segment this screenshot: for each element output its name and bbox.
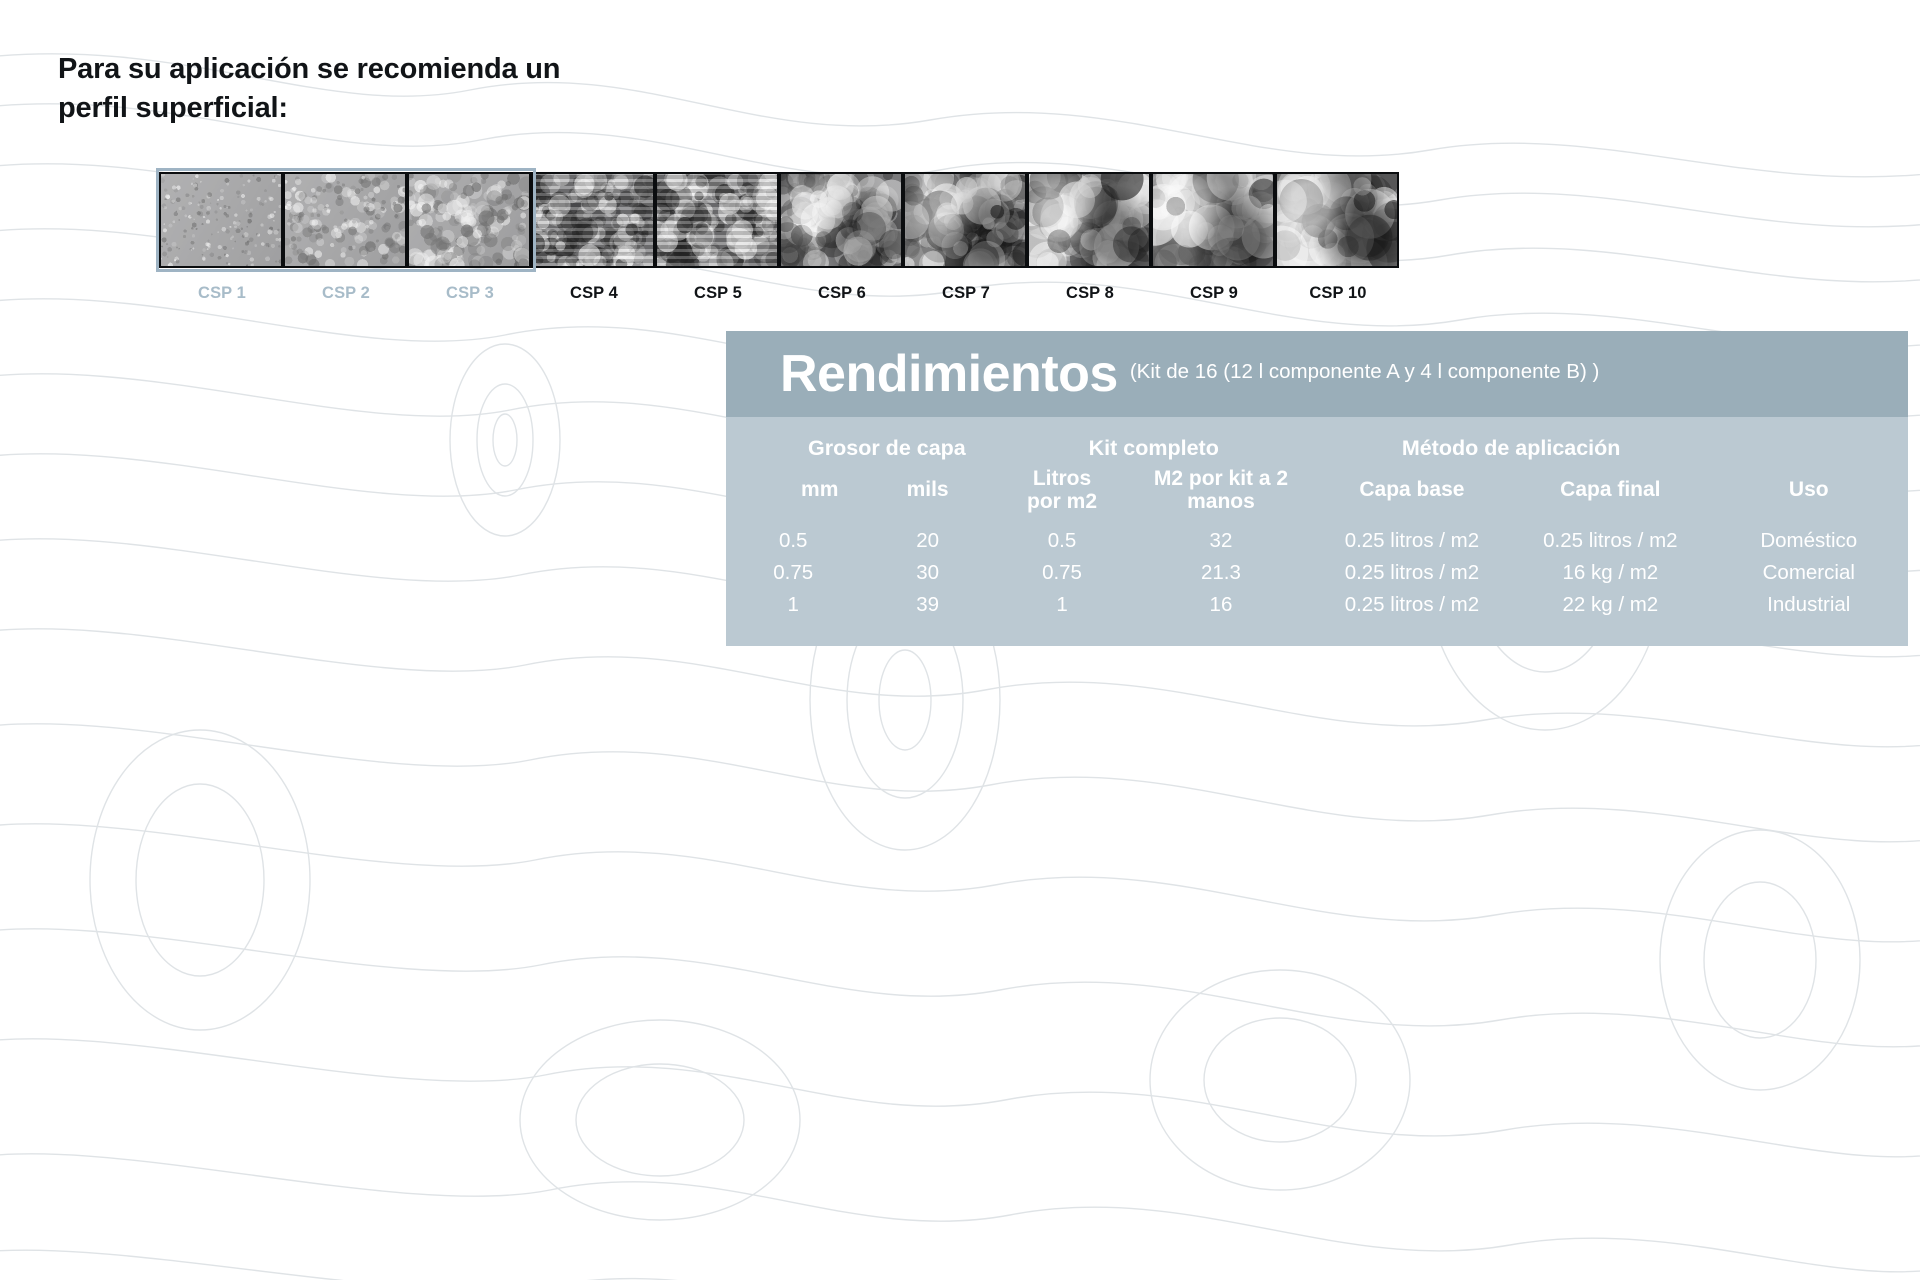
table-cell: 0.25 litros / m2 [1344,592,1480,616]
csp-shade-layer-1 [161,174,281,266]
column-header-1 [860,467,994,525]
csp-cell-10[interactable] [1276,172,1400,303]
column-header-1-line-0: mils [906,478,949,502]
csp-texture-swatch-1 [159,172,283,268]
csp-texture-swatch-3 [407,172,531,268]
column-header-3 [1129,467,1312,525]
csp-scale-strip [160,172,1400,303]
rendimientos-panel [726,331,1908,646]
csp-texture-layer-1 [161,174,281,266]
column-header-3-line-1: manos [1187,489,1255,513]
csp-shade-layer-3 [409,174,529,266]
table-group-header-row [726,435,1908,467]
group-header-3 [1710,435,1908,467]
page-title [58,50,718,127]
page-title-line-1: Para su aplicación se recomienda un [58,53,561,85]
table-cell: 39 [916,592,940,616]
table-cell: 0.75 [773,560,814,584]
rendimientos-header [726,331,1908,417]
table-cell: 21.3 [1201,560,1241,584]
table-cell: 0.25 litros / m2 [1344,560,1480,584]
column-header-4-line-0: Capa base [1359,478,1465,502]
table-cell: 16 kg / m2 [1562,560,1659,584]
csp-cell-8[interactable] [1028,172,1152,303]
csp-label-9: CSP 9 [1190,284,1238,302]
table-head [726,435,1908,525]
group-header-2: Método de aplicación [1401,436,1621,460]
csp-texture-swatch-8 [1027,172,1151,268]
column-header-4 [1313,467,1511,525]
table-cell: 22 kg / m2 [1562,592,1659,616]
csp-label-4: CSP 4 [570,284,618,302]
column-header-2-line-0: Litros [1032,467,1092,490]
column-header-0-line-0: mm [801,478,839,502]
csp-texture-swatch-9 [1151,172,1275,268]
table-row [726,525,1908,557]
csp-texture-swatch-5 [655,172,779,268]
csp-cell-9[interactable] [1152,172,1276,303]
column-header-2-line-1: por m2 [1027,489,1098,513]
table-cell: 0.5 [1047,529,1077,553]
table-cell: Industrial [1767,592,1851,616]
csp-shade-layer-10 [1277,174,1397,266]
column-header-5-line-0: Capa final [1560,478,1661,502]
table-cell: 1 [1056,592,1068,616]
csp-shade-layer-7 [905,174,1025,266]
csp-cell-2[interactable] [284,172,408,303]
csp-cell-1[interactable] [160,172,284,303]
csp-shade-layer-8 [1029,174,1149,266]
rendimientos-subtitle: (Kit de 16 (12 l componente A y 4 l componente B) ) [1129,360,1600,383]
csp-cell-6[interactable] [780,172,904,303]
csp-texture-swatch-7 [903,172,1027,268]
table-body [726,525,1908,620]
rendimientos-body [726,417,1908,646]
csp-label-2: CSP 2 [322,284,370,302]
csp-label-5: CSP 5 [694,284,742,302]
csp-label-10: CSP 10 [1309,284,1367,302]
rendimientos-table [726,435,1908,620]
csp-shade-layer-5 [657,174,777,266]
table-cell: 0.5 [778,529,808,553]
rendimientos-title: Rendimientos [780,345,1118,403]
csp-texture-swatch-4 [531,172,655,268]
csp-label-7: CSP 7 [942,284,990,302]
csp-label-8: CSP 8 [1066,284,1114,302]
csp-texture-layer-2 [285,174,405,266]
table-cell: 16 [1209,592,1233,616]
table-cell: 20 [916,529,940,553]
column-header-0 [726,467,860,525]
table-cell: Comercial [1762,560,1855,584]
column-header-5 [1511,467,1709,525]
csp-cell-3[interactable] [408,172,532,303]
csp-cell-5[interactable] [656,172,780,303]
table-cell: 32 [1209,529,1233,553]
table-cell: 30 [916,560,940,584]
column-header-6 [1710,467,1908,525]
table-cell: Doméstico [1760,529,1858,553]
csp-shade-layer-4 [533,174,653,266]
csp-label-3: CSP 3 [446,284,494,302]
csp-texture-swatch-2 [283,172,407,268]
table-cell: 0.75 [1042,560,1082,584]
group-header-1: Kit completo [1088,436,1219,460]
csp-texture-swatch-10 [1275,172,1399,268]
column-header-3-line-0: M2 por kit a 2 [1153,467,1289,490]
csp-shade-layer-2 [285,174,405,266]
table-cell: 0.25 litros / m2 [1344,529,1480,553]
page-title-line-2: perfil superficial: [58,91,288,124]
csp-shade-layer-9 [1153,174,1273,266]
table-cell: 0.25 litros / m2 [1543,529,1678,553]
csp-texture-layer-3 [409,174,529,266]
table-row [726,589,1908,621]
table-row [726,557,1908,589]
csp-texture-swatch-6 [779,172,903,268]
table-column-header-row [726,467,1908,525]
column-header-6-line-0: Uso [1788,478,1829,502]
csp-label-1: CSP 1 [198,284,246,302]
group-header-0: Grosor de capa [808,436,966,460]
csp-label-6: CSP 6 [818,284,866,302]
table-cell: 1 [787,592,799,616]
csp-cell-4[interactable] [532,172,656,303]
csp-cell-7[interactable] [904,172,1028,303]
column-header-2 [995,467,1129,525]
csp-shade-layer-6 [781,174,901,266]
